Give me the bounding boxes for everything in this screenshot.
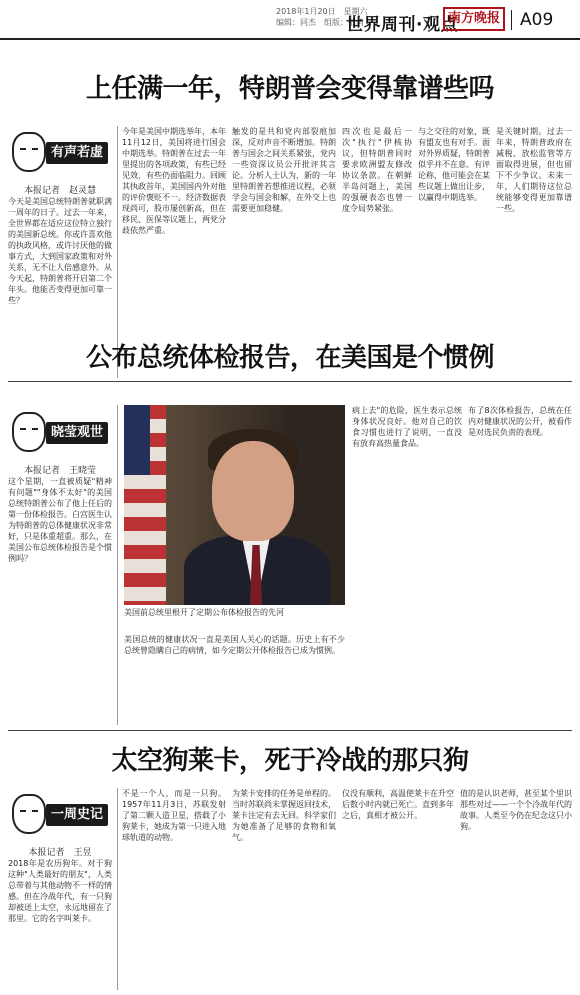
article-2-reporter: 本报记者 王晓莹 xyxy=(23,466,96,476)
page-header xyxy=(0,0,580,40)
article-2-col-1: 这个星期，一直被质疑"精神有问题""身体不太好"的美国总统特朗普公布了他上任后的第一份体检报告。白宫医生认为特朗普的总体健康状况非常好，只是体重超重。那么，在美国公布总统体检报告是个惯例吗？ xyxy=(8,477,112,563)
article-3-headline: 太空狗莱卡，死于冷战的那只狗 xyxy=(111,746,469,776)
article-1-col-4: 四次也是最后一次"执行"伊核协议，但特朗普同时要求欧洲盟友修改协议条款。在朝鲜半岛问题上，美国的强硬表态也曾一度令局势紧张。 xyxy=(342,127,412,213)
newspaper-logo: 南方晚报 xyxy=(443,7,505,31)
column-name: 有声若虚 xyxy=(46,142,108,164)
article-3-col-3: 为莱卡安排的任务是单程的。当时苏联尚未掌握返回技术，莱卡注定有去无回。科学家们为她准备了足够的食物和氧气。 xyxy=(232,789,336,842)
article-3-col-5: 值的是认识老师，甚至某个里识那些对过——一个个冷战年代的故事。人类至今仍在纪念这只小狗。 xyxy=(460,789,572,831)
column-divider xyxy=(117,405,118,725)
article-2-column-logo xyxy=(8,408,112,476)
article-2-col-4: 布了8次体检报告，总统在任内对健康状况的公开，被看作是对选民负责的表现。 xyxy=(468,406,572,437)
reagan-photo xyxy=(124,405,345,605)
header-editors: 编辑：同杰 组版：敬莉 xyxy=(276,18,364,27)
photo-caption: 美国前总统里根开了定期公布体检报告的先河 xyxy=(124,608,284,617)
article-1-col-5: 与之交往的对象，既有盟友也有对手。面对外界质疑，特朗普似乎并不在意。有评论称，他可能会在某些议题上做出让步，以赢得中期选举。 xyxy=(418,127,490,202)
article-1-headline: 上任满一年，特朗普会变得靠谱些吗 xyxy=(85,74,494,104)
column-divider xyxy=(117,788,118,990)
article-3-col-4: 仪没有顺利，高温使莱卡在升空后数小时内就已死亡。直到多年之后，真相才被公开。 xyxy=(342,789,454,820)
article-3-column-logo xyxy=(8,790,112,858)
article-1-col-1: 今天是美国总统特朗普就职满一周年的日子。过去一年来，全世界都在适应这位特立独行的美国新总统。你或许喜欢他的执政风格，或许讨厌他的做事方式，大到国家政策和对外关系，无不让人倍感意外。从今天起，特朗普将开启第二个年头。他能否变得更加可靠一些？ xyxy=(8,197,112,305)
article-1-col-2: 今年是美国中期选举年，本年11月12日，美国将进行国会中期选举。特朗普在过去一年里提出的各项政策，有些已经见效，有些仍面临阻力。回顾其执政首年，美国国内外对他的评价褒贬不一。经济数据表现尚可，股市屡创新高，但在移民、医保等议题上，两党分歧依然严重。 xyxy=(122,127,226,235)
header-date: 2018年1月20日 星期六 xyxy=(276,7,368,16)
article-1-column-logo xyxy=(8,128,112,196)
article-1-col-6: 是关键时期。过去一年来，特朗普政府在减税、放松监管等方面取得进展，但也留下不少争议。未来一年，人们期待这位总统能够变得更加靠谱一些。 xyxy=(496,127,572,213)
page-number: A09 xyxy=(520,10,554,30)
header-divider xyxy=(511,10,512,30)
column-name: 一周史记 xyxy=(46,804,108,826)
article-1-col-3: 触发的是共和党内部裂痕加深，反对声音不断增加。特朗普与国会之间关系紧张，党内一些资深议员公开批评其言论。分析人士认为，新的一年里特朗普若想推进议程，必须学会与国会和解，在外交上也需要更加稳健。 xyxy=(232,127,336,213)
article-2-headline: 公布总统体检报告，在美国是个惯例 xyxy=(85,343,494,373)
article-divider xyxy=(8,730,572,731)
portrait-icon xyxy=(12,794,46,834)
article-2-col-3: 病上去"的危险，医生表示总统身体状况良好。他对自己的饮食习惯也进行了说明，一直没有放弃高热量食品。 xyxy=(352,406,462,448)
portrait-icon xyxy=(12,132,46,172)
article-2-col-2: 美国总统的健康状况一直是美国人关心的话题。历史上有不少总统曾隐瞒自己的病情，如今定期公开体检报告已成为惯例。 xyxy=(124,635,345,655)
section-title: 世界周刊·观点 xyxy=(346,15,458,35)
article-3-col-1: 2018年是农历狗年。对于狗这种"人类最好的朋友"，人类总带着与其他动物不一样的情感。但在冷战年代，有一只狗却被送上太空，永远地留在了那里。它的名字叫莱卡。 xyxy=(8,859,112,923)
article-divider xyxy=(8,381,572,382)
portrait-icon xyxy=(12,412,46,452)
article-3-col-2: 不是一个人，而是一只狗。1957年11月3日，苏联发射了第二颗人造卫星，搭载了小狗莱卡，她成为第一只进入地球轨道的动物。 xyxy=(122,789,226,842)
article-3-reporter: 本报记者 王昱 xyxy=(28,848,92,858)
article-1-reporter: 本报记者 赵灵慧 xyxy=(23,186,96,196)
column-name: 晓莹观世界 xyxy=(46,422,108,444)
